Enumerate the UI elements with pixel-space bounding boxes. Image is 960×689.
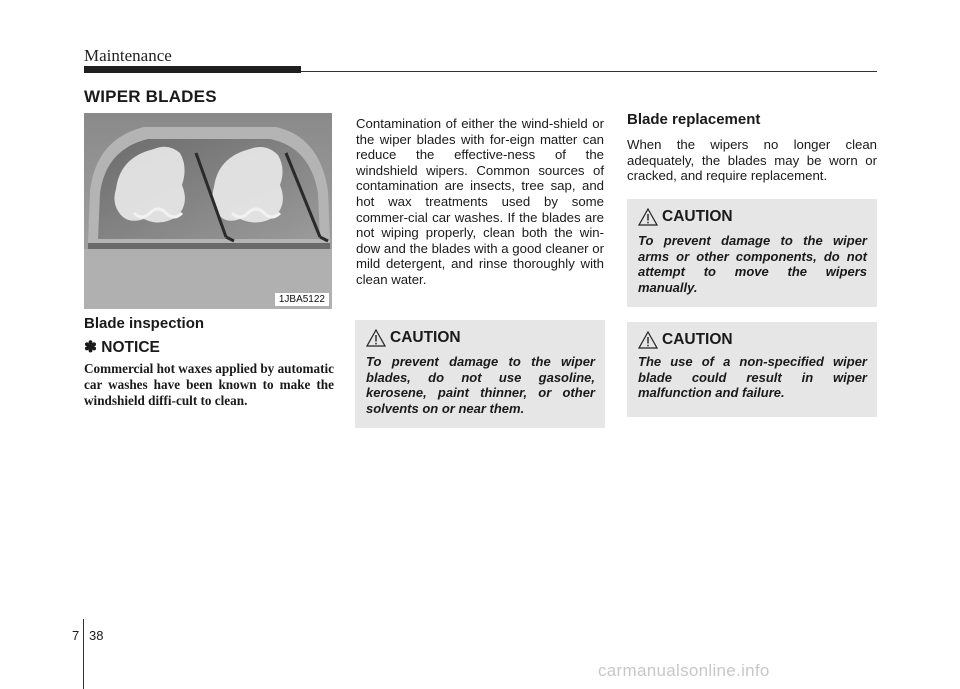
caution-header <box>638 208 733 226</box>
figure-code: 1JBA5122 <box>275 293 329 306</box>
section-title: WIPER BLADES <box>84 87 217 106</box>
notice-text: Commercial hot waxes applied by automatic car washes have been known to make the windshield diffi-cult to clean. <box>84 361 334 408</box>
notice-star-icon: ✽ <box>84 339 102 356</box>
caution-header <box>638 331 733 349</box>
replacement-heading: Blade replacement <box>627 111 761 128</box>
warning-triangle-icon <box>638 208 658 226</box>
page-number: 38 <box>89 628 104 643</box>
caution-box-right-1 <box>627 199 877 307</box>
replacement-text: When the wipers no longer clean adequately, the blades may be worn or cracked, and require replacement. <box>627 137 877 184</box>
inspection-heading: Blade inspection <box>84 315 205 332</box>
header-rule <box>301 71 877 72</box>
notice-label: NOTICE <box>101 339 160 356</box>
caution-box-middle <box>355 320 605 428</box>
warning-triangle-icon <box>366 329 386 347</box>
caution-box-right-2 <box>627 322 877 417</box>
notice-heading <box>84 338 160 357</box>
caution-title: CAUTION <box>662 208 733 225</box>
section-label: Maintenance <box>84 46 172 65</box>
caution-text: To prevent damage to the wiper arms or other components, do not attempt to move the wipers manually. <box>638 233 867 295</box>
caution-text: To prevent damage to the wiper blades, do not use gasoline, kerosene, paint thinner, or other solvents on or near them. <box>366 354 595 416</box>
warning-triangle-icon <box>638 331 658 349</box>
footer-rule <box>83 619 84 689</box>
contamination-text: Contamination of either the wind-shield or the wiper blades with for-eign matter can reduce the effective-ness of the windshield wipers. Common sources of contamination are insects, tree sap, and hot wax treatments used by some commer-cial car washes. If the blades are not wiping properly, clean both the win-dow and the blades with a good cleaner or mild detergent, and rinse thoroughly with clean water. <box>356 116 604 287</box>
windshield-illustration <box>84 113 332 309</box>
caution-text: The use of a non-specified wiper blade could result in wiper malfunction and failure. <box>638 354 867 400</box>
page-chapter: 7 <box>72 628 80 643</box>
caution-header <box>366 329 461 347</box>
header-bar <box>84 66 301 73</box>
windshield-figure <box>84 113 332 309</box>
caution-title: CAUTION <box>390 329 461 346</box>
watermark: carmanualsonline.info <box>598 661 770 680</box>
caution-title: CAUTION <box>662 331 733 348</box>
